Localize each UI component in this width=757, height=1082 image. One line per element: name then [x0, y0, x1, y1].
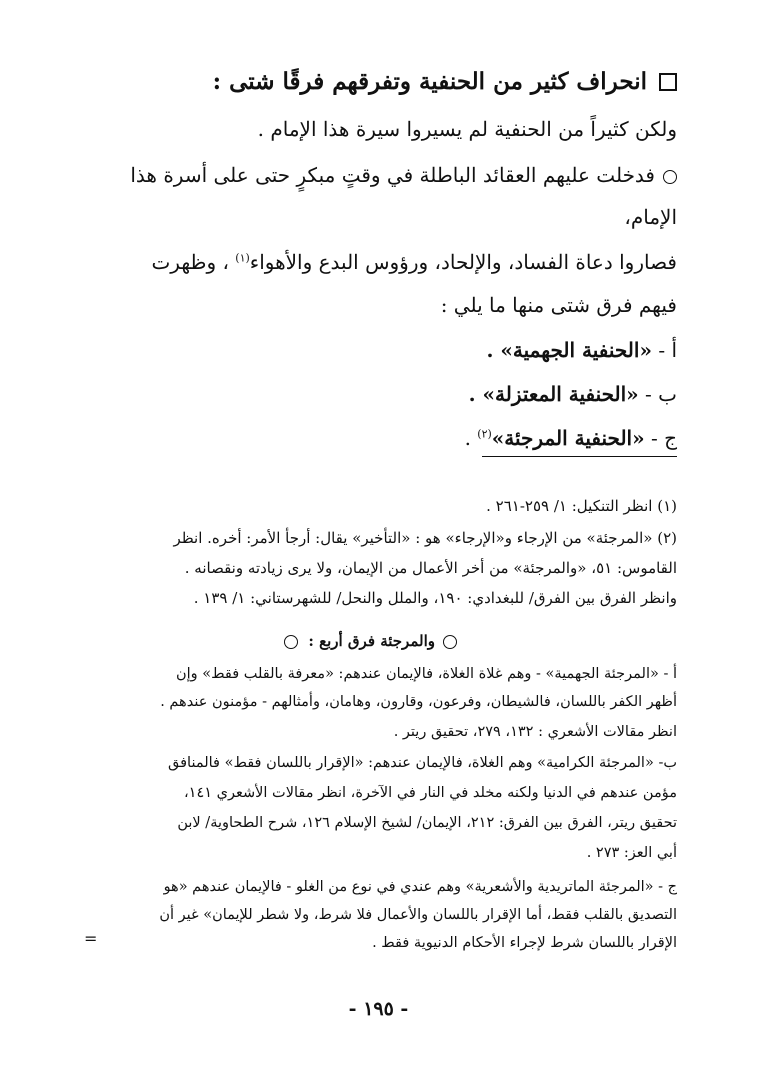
- page-number: - ١٩٥ -: [348, 998, 409, 1020]
- footnote-ref: (١): [235, 251, 250, 265]
- list-item: ج - «الحنفية المرجئة»$^{(٢)}$ .: [464, 426, 677, 450]
- paragraph-line: الإمام،: [624, 205, 677, 229]
- paragraph-line: ولكن كثيراً من الحنفية لم يسيروا سيرة هذا الإمام .: [257, 117, 677, 141]
- footnote-line: (٢) «المرجئة» من الإرجاء و«الإرجاء» هو : «التأخير» يقال: أرجأ الأمر: أخره. انظر: [173, 529, 677, 547]
- footnote-line: (١) انظر التنكيل: ١/ ٢٥٩-٢٦١ .: [486, 497, 677, 515]
- footnote-line: انظر مقالات الأشعري : ١٣٢، ٢٧٩، تحقيق ريتر .: [393, 724, 677, 740]
- circle-bullet-icon: [284, 635, 298, 649]
- section-heading: [90, 68, 677, 95]
- footnote-line: القاموس: ٥١، «والمرجئة» من أخر الأعمال من الإيمان، ولا يرى زيادته ونقصانه .: [184, 559, 677, 577]
- footnote-line: تحقيق ريتر، الفرق بين الفرق: ٢١٢، الإيمان/ لشيخ الإسلام ١٢٦، شرح الطحاوية/ لابن: [177, 815, 677, 831]
- footnote-ref: (٢): [477, 427, 492, 441]
- footnote-separator: [482, 456, 677, 457]
- margin-mark: =: [84, 929, 98, 948]
- square-bullet-icon: [659, 73, 677, 91]
- footnote-line: ج - «المرجئة الماتريدية والأشعرية» وهم عندي في نوع من الغلو - فالإيمان عندهم «هو: [163, 879, 677, 895]
- footnote-line: أ - «المرجئة الجهمية» - وهم غلاة الغلاة، فالإيمان عندهم: «معرفة بالقلب فقط» وإن: [175, 666, 677, 682]
- footnote-line: أبي العز: ٢٧٣ .: [586, 845, 677, 861]
- circle-bullet-icon: [443, 635, 457, 649]
- circle-bullet-icon: [663, 170, 677, 184]
- paragraph-line: فصاروا دعاة الفساد، والإلحاد، ورؤوس البدع والأهواء$^{(١)}$ ، وظهرت: [151, 250, 677, 274]
- paragraph-line: فيهم فرق شتى منها ما يلي :: [440, 293, 677, 317]
- footnote-line: أظهر الكفر باللسان، فالشيطان، وفرعون، وقارون، وهامان، وأمثالهم - مؤمنون عندهم .: [160, 694, 677, 710]
- list-item: ب - «الحنفية المعتزلة» .: [468, 382, 677, 406]
- footnote-subheading: والمرجئة فرق أربع :: [90, 632, 457, 650]
- footnote-line: التصديق بالقلب فقط، أما الإقرار باللسان والأعمال فلا شرط، ولا شطر للإيمان» غير أن: [159, 907, 677, 923]
- footnote-line: مؤمن عندهم في الدنيا ولكنه مخلد في النار في الآخرة، انظر مقالات الأشعري ١٤١،: [183, 785, 677, 801]
- list-item: أ - «الحنفية الجهمية» .: [486, 338, 677, 362]
- footnote-line: وانظر الفرق بين الفرق/ للبغدادي: ١٩٠، والملل والنحل/ للشهرستاني: ١/ ١٣٩ .: [193, 589, 677, 607]
- footnote-line: ب- «المرجئة الكرامية» وهم الغلاة، فالإيمان عندهم: «الإقرار باللسان فقط» فالمنافق: [168, 755, 677, 771]
- heading-text: انحراف كثير من الحنفية وتفرقهم فرقًا شتى :: [212, 68, 647, 95]
- paragraph-line: فدخلت عليهم العقائد الباطلة في وقتٍ مبكرٍ حتى على أسرة هذا: [90, 163, 677, 187]
- footnote-line: الإقرار باللسان شرط لإجراء الأحكام الدنيوية فقط .: [372, 935, 677, 951]
